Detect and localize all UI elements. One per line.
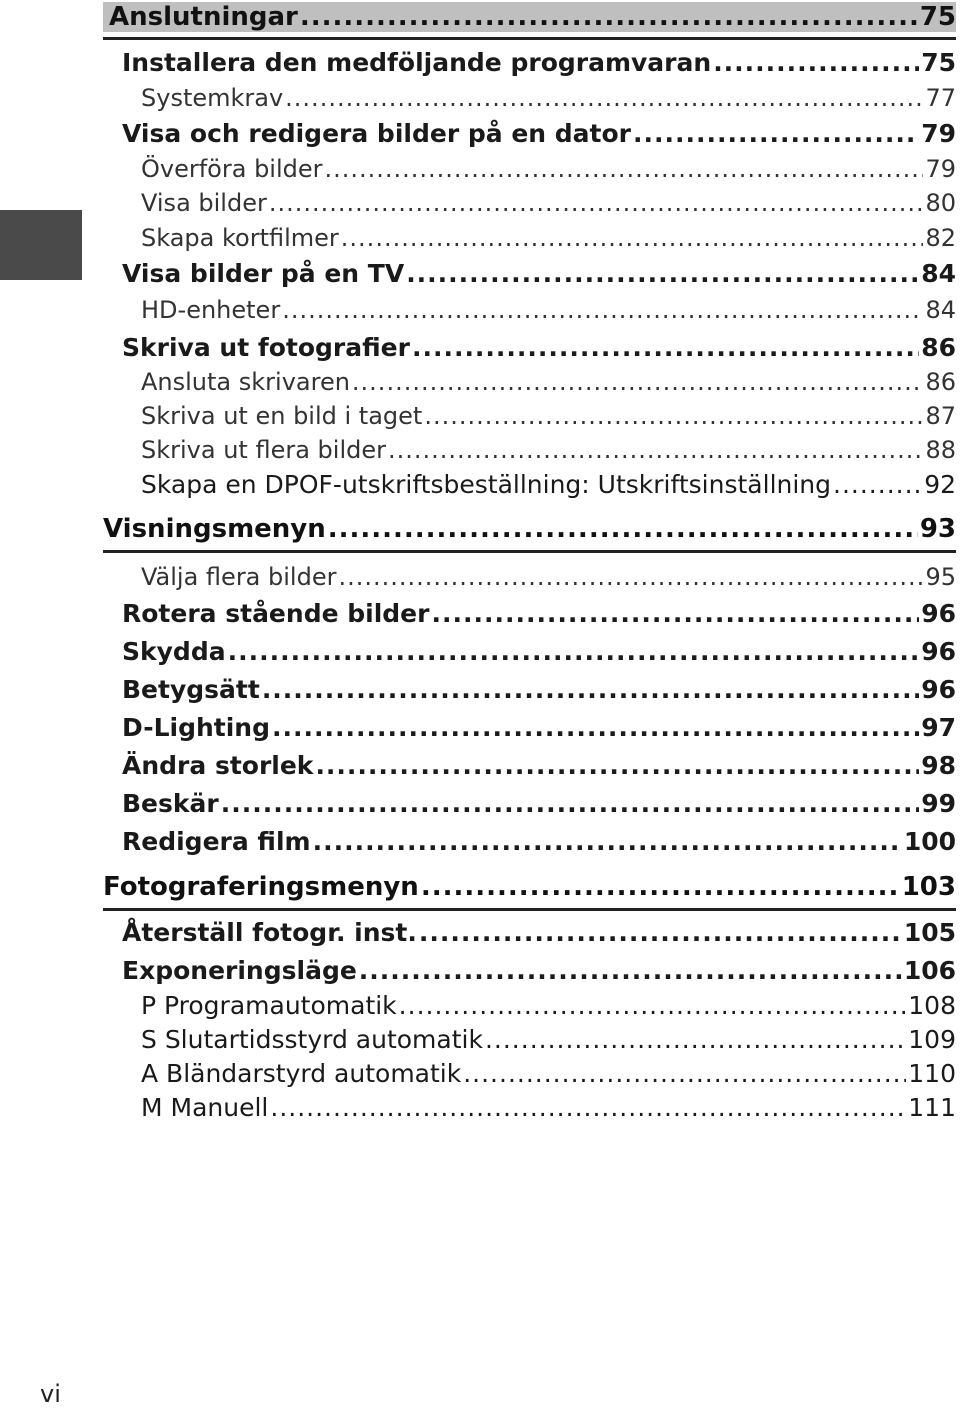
dot-leader (328, 514, 918, 544)
entry-label: Skriva ut flera bilder (141, 436, 386, 464)
toc-chapter-anslutningar[interactable] (103, 2, 956, 32)
entry-label: HD-enheter (141, 296, 281, 324)
toc-entry[interactable] (122, 827, 956, 856)
entry-page: 100 (903, 827, 956, 856)
dot-leader (406, 259, 919, 288)
entry-label: S Slutartidsstyrd automatik (141, 1025, 483, 1054)
entry-page: 109 (908, 1025, 956, 1054)
dot-leader (713, 48, 919, 77)
dot-leader (262, 675, 919, 704)
dot-leader (315, 751, 919, 780)
entry-label: Systemkrav (141, 84, 284, 112)
toc-entry[interactable] (122, 333, 956, 362)
entry-page: 82 (925, 224, 956, 252)
toc-chapter-visningsmenyn[interactable] (103, 514, 956, 544)
entry-page: 111 (908, 1093, 956, 1122)
entry-label: Välja flera bilder (141, 563, 337, 591)
entry-page: 110 (908, 1059, 956, 1088)
entry-label: M Manuell (141, 1093, 269, 1122)
entry-label: Beskär (122, 789, 219, 818)
entry-page: 96 (921, 599, 956, 628)
entry-page: 92 (924, 470, 956, 499)
entry-label: Återställ fotogr. inst. (122, 918, 417, 947)
dot-leader (221, 789, 919, 818)
entry-page: 87 (925, 402, 956, 430)
dot-leader (313, 827, 902, 856)
entry-page: 79 (921, 119, 956, 148)
entry-page: 75 (921, 48, 956, 77)
chapter-tab-marker (0, 210, 82, 280)
entry-label: Visa bilder (141, 189, 267, 217)
toc-entry[interactable] (141, 189, 956, 217)
toc-entry[interactable] (141, 224, 956, 252)
entry-label: Exponeringsläge (122, 956, 357, 985)
dot-leader (282, 296, 923, 324)
entry-label: Betygsätt (122, 675, 260, 704)
toc-entry[interactable] (122, 119, 956, 148)
entry-label: D-Lighting (122, 713, 270, 742)
dot-leader (463, 1059, 906, 1088)
entry-label: Redigera film (122, 827, 311, 856)
entry-page: 86 (921, 333, 956, 362)
dot-leader (419, 918, 902, 947)
dot-leader (359, 956, 902, 985)
entry-label: Visa bilder på en TV (122, 259, 405, 288)
toc-entry[interactable] (141, 991, 956, 1020)
toc-entry[interactable] (122, 751, 956, 780)
dot-leader (285, 84, 923, 112)
toc-entry[interactable] (122, 637, 956, 666)
dot-leader (633, 119, 919, 148)
entry-label: Ansluta skrivaren (141, 368, 350, 396)
entry-page: 79 (925, 155, 956, 183)
dot-leader (270, 1093, 906, 1122)
chapter-rule (103, 37, 956, 40)
chapter-page: 93 (919, 514, 956, 544)
entry-page: 95 (925, 563, 956, 591)
toc-entry[interactable] (122, 956, 956, 985)
chapter-tab-edge (0, 210, 82, 280)
entry-label: Visa och redigera bilder på en dator (122, 119, 631, 148)
dot-leader (833, 470, 922, 499)
toc-entry[interactable] (141, 436, 956, 464)
dot-leader (431, 599, 919, 628)
dot-leader (352, 368, 924, 396)
dot-leader (399, 991, 907, 1020)
dot-leader (300, 2, 918, 32)
entry-page: 84 (925, 296, 956, 324)
entry-page: 108 (908, 991, 956, 1020)
dot-leader (412, 333, 919, 362)
toc-entry[interactable] (122, 259, 956, 288)
toc-entry[interactable] (141, 1025, 956, 1054)
entry-page: 96 (921, 637, 956, 666)
dot-leader (325, 155, 924, 183)
dot-leader (424, 402, 923, 430)
entry-label: Ändra storlek (122, 751, 314, 780)
toc-entry[interactable] (122, 599, 956, 628)
entry-label: Överföra bilder (141, 155, 323, 183)
dot-leader (485, 1025, 906, 1054)
dot-leader (421, 872, 900, 902)
toc-chapter-fotograferingsmenyn[interactable] (103, 872, 956, 902)
dot-leader (228, 637, 920, 666)
entry-page: 96 (921, 675, 956, 704)
toc-entry[interactable] (122, 789, 956, 818)
entry-page: 97 (921, 713, 956, 742)
entry-label: P Programautomatik (141, 991, 397, 1020)
chapter-title: Fotograferingsmenyn (103, 872, 419, 902)
entry-page: 98 (921, 751, 956, 780)
entry-label: Rotera stående bilder (122, 599, 430, 628)
entry-label: Skriva ut fotografier (122, 333, 410, 362)
entry-label: Skapa en DPOF-utskriftsbeställning: Utskriftsinställning (141, 470, 832, 499)
toc-entry[interactable] (141, 470, 956, 499)
page-number: vi (40, 1380, 61, 1408)
chapter-rule (103, 908, 956, 911)
toc-entry[interactable] (141, 402, 956, 430)
entry-label: A Bländarstyrd automatik (141, 1059, 462, 1088)
chapter-title: Anslutningar (109, 2, 298, 32)
chapter-rule (103, 550, 956, 553)
dot-leader (388, 436, 923, 464)
toc-entry[interactable] (141, 155, 956, 183)
entry-page: 105 (903, 918, 956, 947)
entry-label: Skydda (122, 637, 226, 666)
dot-leader (338, 563, 923, 591)
dot-leader (272, 713, 919, 742)
toc-entry[interactable] (141, 1059, 956, 1088)
toc-entry[interactable] (141, 296, 956, 324)
toc-entry[interactable] (141, 1093, 956, 1122)
toc-entry[interactable] (141, 368, 956, 396)
entry-page: 106 (903, 956, 956, 985)
entry-label: Skapa kortfilmer (141, 224, 339, 252)
entry-page: 99 (921, 789, 956, 818)
entry-page: 88 (925, 436, 956, 464)
toc-entry[interactable] (141, 563, 956, 591)
chapter-title: Visningsmenyn (103, 514, 326, 544)
toc-entry[interactable] (122, 675, 956, 704)
entry-label: Skriva ut en bild i taget (141, 402, 423, 430)
toc-entry[interactable] (122, 48, 956, 77)
chapter-page: 75 (919, 2, 956, 32)
dot-leader (269, 189, 924, 217)
entry-page: 77 (925, 84, 956, 112)
toc-entry[interactable] (141, 84, 956, 112)
toc-entry[interactable] (122, 918, 956, 947)
entry-page: 84 (921, 259, 956, 288)
entry-label: Installera den medföljande programvaran (122, 48, 712, 77)
dot-leader (341, 224, 924, 252)
entry-page: 80 (925, 189, 956, 217)
entry-page: 86 (925, 368, 956, 396)
toc-entry[interactable] (122, 713, 956, 742)
chapter-page: 103 (901, 872, 956, 902)
